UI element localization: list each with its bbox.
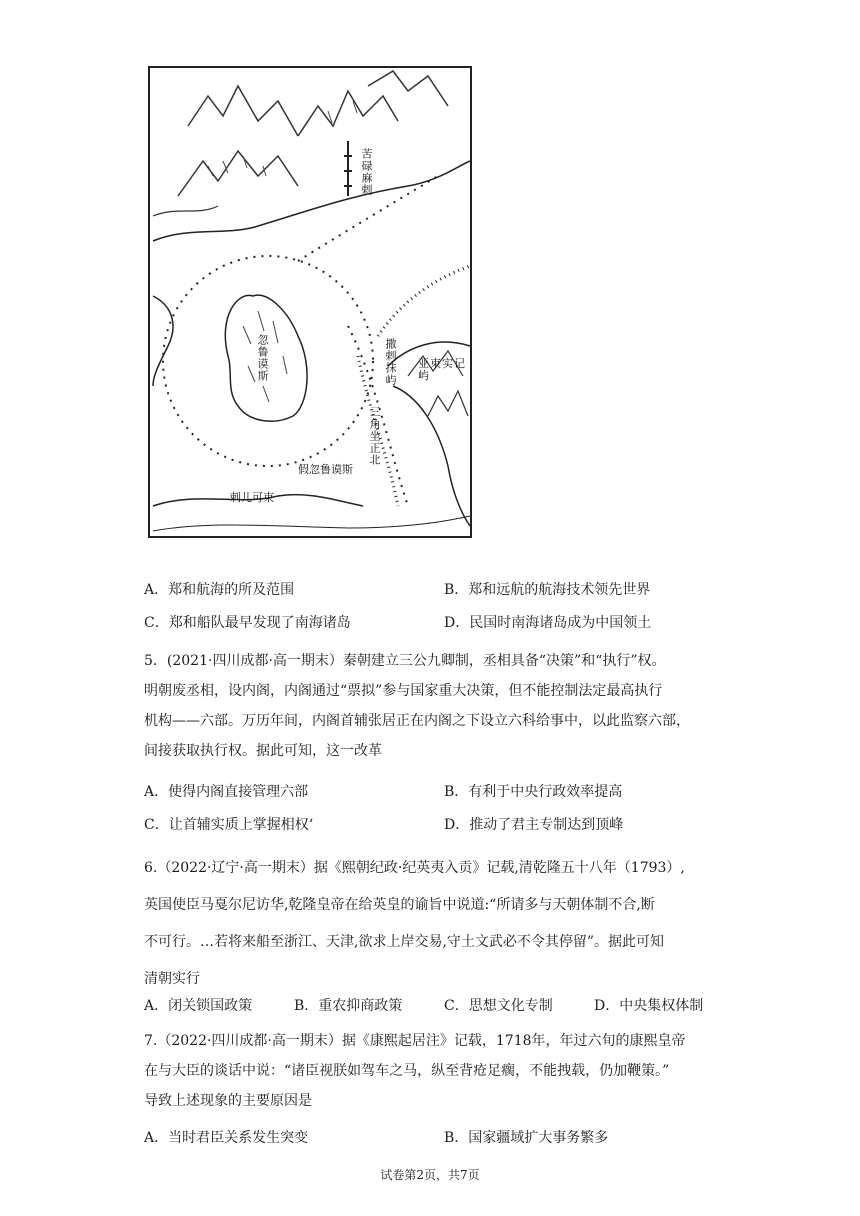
q6-stem: [144, 850, 685, 998]
q5-line-2: 明朝废丞相，设内阁，内阁通过“票拟”参与国家重大决策，但不能控制法定最高执行: [144, 683, 663, 699]
q5-line-3: 机构——六部。万历年间，内阁首辅张居正在内阁之下设立六科给事中，以此监察六部，: [144, 713, 690, 729]
q6-line-1: 6.（2022·辽宁·高一期末）据《熙朝纪政·纪英夷入贡》记载,清乾隆五十八年（1793）,: [144, 860, 685, 876]
q7-line-3: 导致上述现象的主要原因是: [144, 1093, 312, 1109]
map-label-hulumosi: 忽鲁谟斯: [256, 334, 269, 382]
q7-line-2: 在与大臣的谈话中说：“诸臣视朕如驾车之马，纵至背疮足瘸，不能拽载，仍加鞭策。”: [144, 1063, 670, 1079]
q7-option-b: B．国家疆域扩大事务繁多: [444, 1130, 609, 1146]
q4-option-c: C．郑和船队最早发现了南海诸岛: [144, 615, 351, 631]
q5-line-1: 5．(2021·四川成都·高一期末）秦朝建立三公九卿制，丞相具备“决策”和“执行”权。: [144, 653, 666, 669]
q7-line-1: 7.（2022·四川成都·高一期末）据《康熙起居注》记载，1718年，年过六旬的康熙皇帝: [144, 1033, 686, 1049]
q4-option-b: B．郑和远航的航海技术领先世界: [444, 582, 651, 598]
map-label-kumara: 苦碌麻剌: [360, 148, 373, 196]
page-footer: 试卷第2页，共7页: [380, 1168, 480, 1182]
q5-option-b: B．有利于中央行政效率提高: [444, 784, 623, 800]
q4-option-a: A．郑和航海的所及范围: [144, 582, 295, 598]
q7-stem: [144, 1026, 686, 1116]
historical-map: [148, 66, 472, 538]
q6-line-4: 清朝实行: [144, 971, 200, 987]
q6-option-d: D．中央集权体制: [594, 998, 704, 1014]
q5-option-a: A．使得内阁直接管理六部: [144, 784, 309, 800]
q6-option-c: C．思想文化专制: [444, 998, 553, 1014]
q4-option-d: D．民国时南海诸岛成为中国领土: [444, 615, 652, 631]
q6-line-3: 不可行。…若将来船至浙江、天津,欲求上岸交易,守土文武必不令其停留”。据此可知: [144, 934, 665, 950]
map-label-saline: 撒剌抹屿: [384, 338, 397, 386]
q7-option-a: A．当时君臣关系发生突变: [144, 1130, 309, 1146]
q6-option-b: B．重农抑商政策: [294, 998, 403, 1014]
map-label-sanjiao: 三角坐正北: [368, 406, 381, 466]
map-label-yadong: 亚束实记屿: [418, 357, 466, 382]
q6-option-a: A．闭关锁国政策: [144, 998, 253, 1014]
q5-option-c: C．让首辅实质上掌握相权‘: [144, 817, 314, 833]
q5-option-d: D．推动了君主专制达到顶峰: [444, 817, 624, 833]
map-label-fake-hulumosi: 假忽鲁谟斯: [298, 463, 353, 476]
q5-stem: [144, 646, 690, 766]
map-label-ladong: 剌儿可束: [230, 491, 274, 504]
q6-line-2: 英国使臣马戛尔尼访华,乾隆皇帝在给英皇的谕旨中说道:“所请多与天朝体制不合,断: [144, 897, 655, 913]
q5-line-4: 间接获取执行权。据此可知，这一改革: [144, 743, 382, 759]
